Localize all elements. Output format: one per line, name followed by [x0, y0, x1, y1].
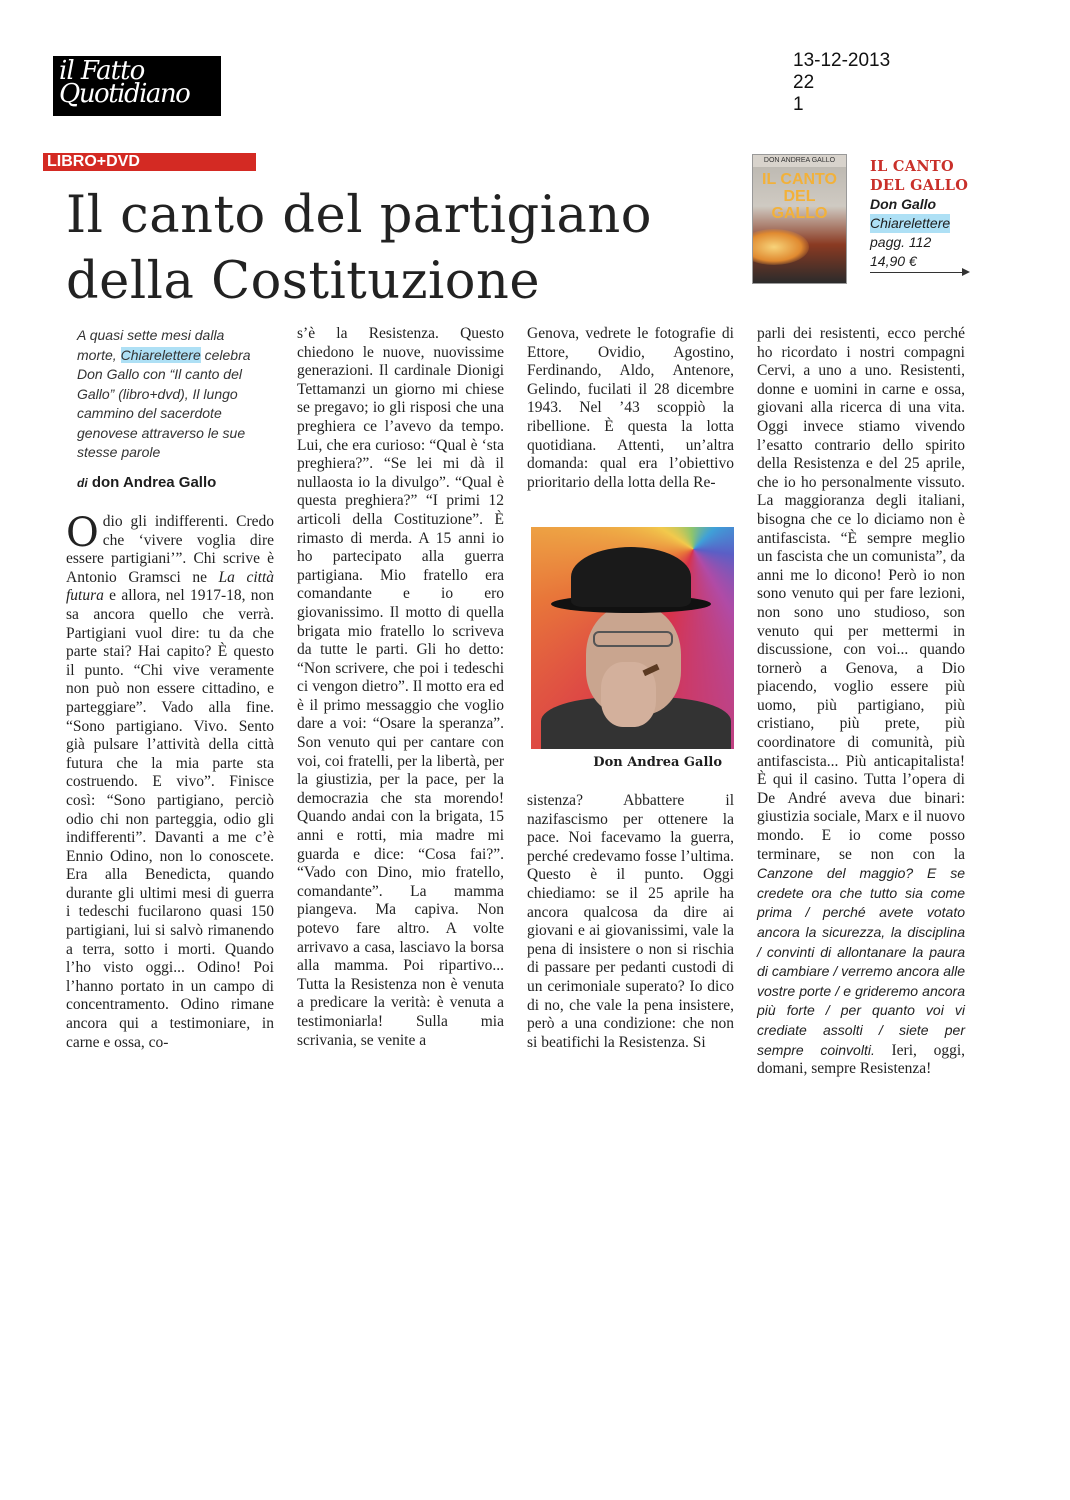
- book-title-line-2: DEL GALLO: [870, 177, 969, 194]
- issue-meta: [793, 50, 890, 116]
- page-extra: 1: [793, 94, 804, 115]
- arrow-right-icon: [962, 268, 970, 276]
- article-title: [66, 183, 736, 315]
- byline-prefix: di: [77, 476, 88, 490]
- col1-book-title: La città futura: [66, 568, 274, 605]
- book-author: Don Gallo: [870, 196, 937, 212]
- col4-text-a: parli dei resistenti, ecco perché ho ricordato i nostri compagni Cervi, a uno a uno. Resistenti, donne e uomini in carne e ossa, giovani alla ricerca di una vita. Oggi invece stiamo vivendo l’esatto contrario dello spirito della Resistenza e del 25 aprile, che io ho personalmente vissuto. La maggioranza degli italiani, bisogna che ce lo diciamo non è antifascista. “È sempre meglio un fascista che un comunista”, da anni me lo dicono! Però io non sono venuto qui per fare lezioni, non sono uno studioso, son venuto qui per mettermi in discussione, con voi... quando tornerò a Genova, a Dio piacendo, voglio essere più uomo, più partigiano, più cristiano, più prete, più coordinatore di comunità, più antifascista... Più anticapitalista! È qui il casino. Tutta l’opera di De André aveva due binari: giustizia sociale, Marx e il nuovo mondo. E io come posso terminare, se non con la: [757, 325, 965, 863]
- cover-sun-graphic: [752, 229, 809, 265]
- column-1-text: [66, 510, 274, 1052]
- article-column-1: [66, 510, 274, 1052]
- article-deck: [77, 326, 267, 463]
- article-column-2: [297, 325, 504, 1050]
- article-column-4: [757, 325, 965, 1079]
- book-info: [870, 157, 990, 271]
- book-pages: pagg. 112: [870, 234, 932, 250]
- book-cover-image: [752, 154, 847, 284]
- col4-song-lyrics: Canzone del maggio? E se credete ora che tutto sia come prima / perché avete votato ancora la sicurezza, la disciplina / convinti di allontanare la paura di cambiare / verremo ancora alle vostre porte / e grideremo ancora più forte / per quanto voi vi crediate assolti / siete per sempre coinvolti.: [757, 865, 965, 1058]
- column-4-text: [757, 325, 965, 1079]
- portrait-photo: [531, 527, 734, 749]
- deck-text-post: celebra Don Gallo con “Il canto del Gallo” (libro+dvd), Il lungo cammino del sacerdote genovese attraverso le sue stesse parole: [77, 346, 251, 460]
- col4-text-end: Ieri, oggi, domani, sempre Resistenza!: [757, 1041, 965, 1078]
- deck-highlight: Chiarelettere: [120, 346, 201, 363]
- cover-author: DON ANDREA GALLO: [753, 155, 846, 167]
- article-column-3-bottom: [527, 792, 734, 1052]
- book-arrow-line: [870, 272, 966, 273]
- issue-date: 13-12-2013: [793, 50, 891, 71]
- logo-line-1: il Fatto: [59, 56, 145, 86]
- book-title-line-1: IL CANTO: [870, 158, 954, 175]
- article-column-3-top: [527, 325, 734, 492]
- book-publisher: Chiarelettere: [870, 215, 951, 231]
- col1-text-b: e allora, nel 1917-18, non sa ancora quello che verrà. Partigiani vuol dire: tu da che parte stai? Hai capito? È questo il punto. “Chi vive veramente non può non essere cittadino, e parteggiare”. Vado alla fine. “Sono partigiano. Vivo. Sento già pulsare l’attività della città futura che la mia parte sta costruendo. E vivo”. Finisce così: “Sono partigiano, perciò odio chi non parteggia, odio gli indifferenti”. Davanti a me c’è Ennio Odino, non lo conoscete. Era alla Benedicta, quando durante gli ultimi mesi di guerra i tedeschi fucilarono quasi 150 partigiani, lui si salvò rimanendo a terra, sotto i morti. Quando l’ho visto oggi... Odino! Poi l’hanno portato in un campo di concentramento. Odino rimane ancora qui a testimoniare, in carne e ossa, co-: [66, 587, 274, 1051]
- column-3-bottom-text: sistenza? Abbattere il nazifascismo per ottenere la pace. Noi facevamo la guerra, perché credevamo fosse l’ultima. Questo è il punto. Oggi chiediamo: se il 25 aprile ha ancora qualcosa da dire ai giovani e ai giovanissimi, vale la pena di insistere o non si rischia di passare per pedanti custodi di un cerimoniale superato? Io dico di no, che vale la pena insistere, però a una condizione: che non si beatifichi la Resistenza. Si: [527, 792, 734, 1051]
- page-number: 22: [793, 72, 815, 93]
- byline: [77, 474, 216, 491]
- photo-caption: Don Andrea Gallo: [593, 755, 722, 770]
- book-price: 14,90 €: [870, 253, 917, 269]
- cover-title-line-1: IL CANTO: [762, 171, 837, 188]
- newspaper-logo: [53, 56, 221, 116]
- photo-hat: [571, 547, 691, 607]
- kicker: LIBRO+DVD: [47, 153, 140, 170]
- logo-line-2: Quotidiano: [59, 79, 190, 109]
- title-line-2: della Costituzione: [66, 252, 541, 311]
- drop-cap: O: [66, 510, 99, 556]
- deck-text-pre: A quasi sette mesi dalla morte,: [77, 327, 225, 363]
- title-line-1: Il canto del partigiano: [66, 186, 652, 245]
- cover-title: [757, 171, 842, 222]
- col1-text-a: dio gli indifferenti. Credo che ‘vivere voglia dire essere partigiani’”. Chi scrive è Antonio Gramsci ne: [66, 513, 274, 586]
- column-3-top-text: Genova, vedrete le fotografie di Ettore, Ovidio, Agostino, Ferdinando, Aldo, Antenore, Gelindo, fucilati il 28 dicembre 1943. Nel ’43 scoppiò la ribellione. È questa la lotta quotidiana. Attenti, un’altra domanda: qual era l’obiettivo prioritario della lotta della Re-: [527, 325, 734, 491]
- photo-glasses: [593, 631, 673, 647]
- cover-title-line-2: DEL GALLO: [771, 188, 828, 222]
- byline-name: don Andrea Gallo: [91, 474, 217, 491]
- column-2-text: s’è la Resistenza. Questo chiedono le nuove, nuovissime generazioni. Il cardinale Dionigi Tettamanzi un giorno mi chiese se pregavo; io gli risposi che una preghiera ce l’avevo da tempo. Lui, che era curioso: “Qual è ‘sta preghiera?”. “Se lei mi dà il nullaosta io la divulgo”. “Qual è questa preghiera?” “I primi 12 articoli della Costituzione”. È rimasto di merda. A 15 anni io ho partecipato alla guerra partigiana. Mio fratello era comandante e io ero giovanissimo. Il motto di quella brigata mio fratello lo scriveva da tutte le parti. Gli ho detto: “Non scrivere, che poi i tedeschi ci vengon dietro”. Il motto era ed è il primo messaggio che voglio dare a voi: “Osare la speranza”. Son venuto qui per cantare con voi, coi fratelli, per la libertà, per la giustizia, per la pace, per la democrazia che sta morendo! Quando andai con la brigata, 15 anni e rotti, mia madre mi guarda e dice: “Cosa fai?”. “Vado con Dino, mio fratello, comandante”. La mamma piangeva. Ma capiva. Non potevo fare altro. A volte arrivavo a casa, lasciavo la borsa alla mamma. Poi ripartivo... Tutta la Resistenza non è venuta a predicare la verità: è venuta a testimoniarla! Sulla mia scrivania, se venite a: [297, 325, 504, 1049]
